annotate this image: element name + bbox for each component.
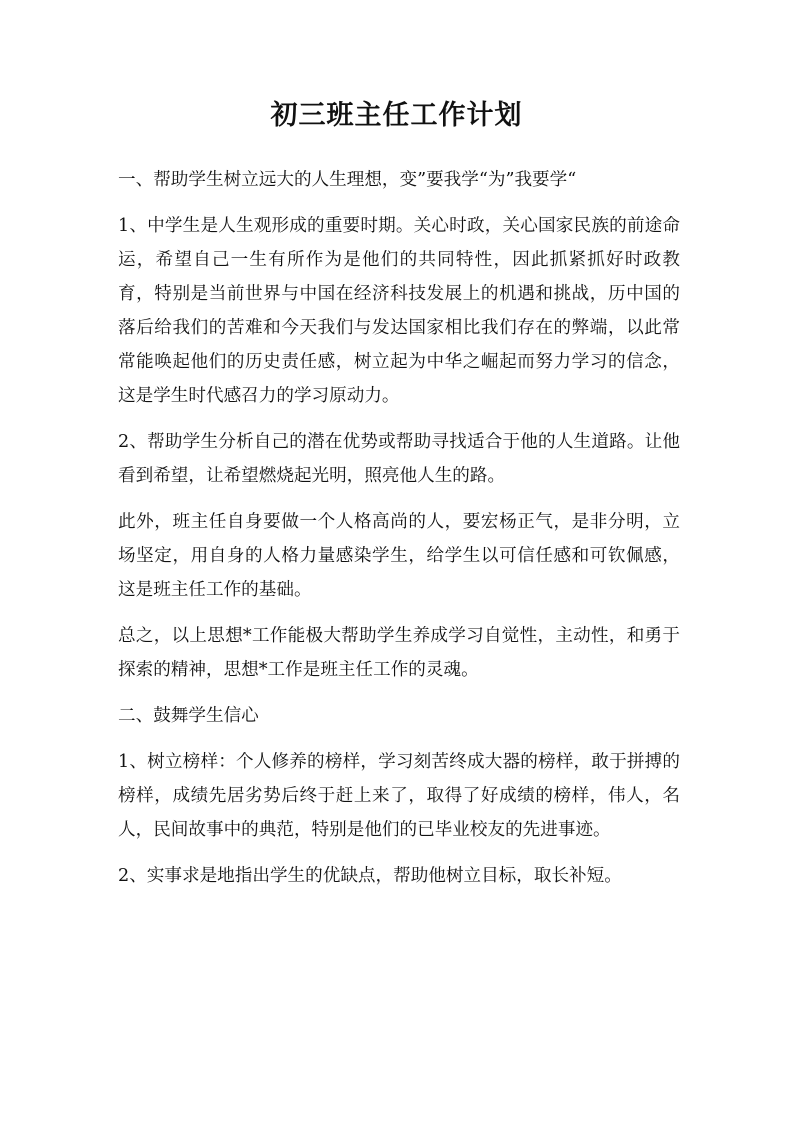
document-body [118,163,680,905]
section-heading: 二、鼓舞学生信心 [118,706,259,726]
paragraph: 1、中学生是人生观形成的重要时期。关心时政，关心国家民族的前途命运，希望自己一生有所作为是他们的共同特性，因此抓紧抓好时政教育，特别是当前世界与中国在经济科技发展上的机遇和挑战，历中国的落后给我们的苦难和今天我们与发达国家相比我们存在的弊端，以此常常能唤起他们的历史责任感，树立起为中华之崛起而努力学习的信念，这是学生时代感召力的学习原动力。 [118,216,680,406]
paragraph: 总之，以上思想*工作能极大帮助学生养成学习自觉性，主动性，和勇于探索的精神，思想*工作是班主任工作的灵魂。 [118,626,680,680]
paragraph: 2、实事求是地指出学生的优缺点，帮助他树立目标，取长补短。 [118,866,622,886]
paragraph: 2、帮助学生分析自己的潜在优势或帮助寻找适合于他的人生道路。让他看到希望，让希望燃烧起光明，照亮他人生的路。 [118,432,680,486]
paragraph: 1、树立榜样：个人修养的榜样，学习刻苦终成大器的榜样，敢于拼搏的榜样，成绩先居劣势后终于赶上来了，取得了好成绩的榜样，伟人，名人，民间故事中的典范，特别是他们的已毕业校友的先进事迹。 [118,752,680,840]
paragraph: 此外，班主任自身要做一个人格高尚的人，要宏杨正气，是非分明，立场坚定，用自身的人格力量感染学生，给学生以可信任感和可钦佩感，这是班主任工作的基础。 [118,512,680,600]
section-heading: 一、帮助学生树立远大的人生理想，变”要我学“为”我要学“ [118,170,577,190]
document-title: 初三班主任工作计划 [270,100,523,131]
